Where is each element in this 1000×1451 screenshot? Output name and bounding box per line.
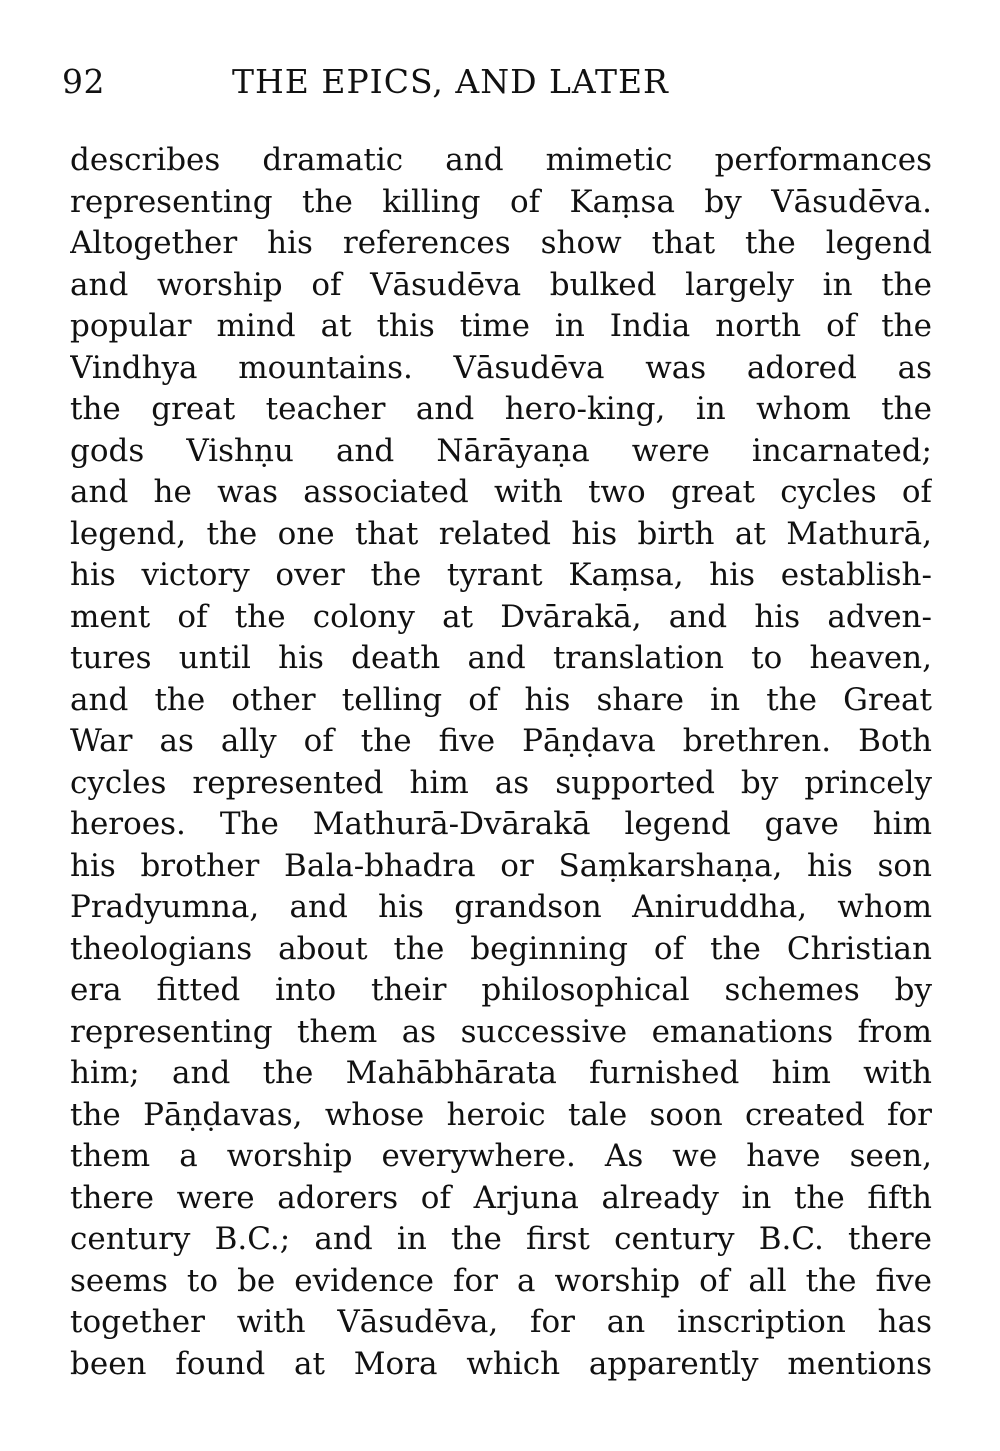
text-line: cycles represented him as supported by princely [70,764,932,801]
text-line: and he was associated with two great cycles of [70,474,932,510]
text-line: ment of the colony at Dvārakā, and his adven- [70,598,932,635]
text-line: theologians about the beginning of the Christian [70,930,932,967]
page-number: 92 [62,62,105,101]
text-line: his brother Bala-bhadra or Saṃkarshaṇa, his son [70,847,932,884]
text-line: together with Vāsudēva, for an inscription has [70,1304,932,1340]
text-line: War as ally of the five Pāṇḍava brethren. Both [70,723,932,759]
running-head [62,62,937,102]
text-line: describes dramatic and mimetic performances [70,142,932,178]
text-line: Altogether his references show that the legend [70,225,932,261]
text-line: been found at Mora which apparently mentions [70,1345,932,1382]
text-line: the Pāṇḍavas, whose heroic tale soon created for [70,1096,932,1133]
text-line: and worship of Vāsudēva bulked largely in the [70,266,932,303]
text-line: the great teacher and hero-king, in whom the [70,391,932,427]
text-line: era fitted into their philosophical schemes by [70,972,932,1008]
text-line: his victory over the tyrant Kaṃsa, his establish- [70,557,932,593]
running-title: THE EPICS, AND LATER [232,62,669,101]
text-line: legend, the one that related his birth at Mathurā, [70,515,932,552]
text-line: seems to be evidence for a worship of all the five [70,1262,932,1299]
text-line: gods Vishṇu and Nārāyaṇa were incarnated; [70,432,932,469]
text-line: heroes. The Mathurā-Dvārakā legend gave him [70,806,932,842]
text-line: century B.C.; and in the first century B.C. there [70,1221,932,1257]
text-line: tures until his death and translation to heaven, [70,640,932,676]
text-line: there were adorers of Arjuna already in the fifth [70,1179,932,1216]
text-line: him; and the Mahābhārata furnished him with [70,1055,932,1091]
text-line: Pradyumna, and his grandson Aniruddha, whom [70,889,932,925]
body-paragraph [70,140,932,1385]
text-line: them a worship everywhere. As we have seen, [70,1138,932,1174]
text-line: Vindhya mountains. Vāsudēva was adored as [70,349,932,386]
text-line: representing them as successive emanations from [70,1013,932,1050]
text-line: and the other telling of his share in the Great [70,681,932,718]
text-line: popular mind at this time in India north of the [70,308,932,344]
text-line: representing the killing of Kaṃsa by Vāsudēva. [70,183,932,220]
